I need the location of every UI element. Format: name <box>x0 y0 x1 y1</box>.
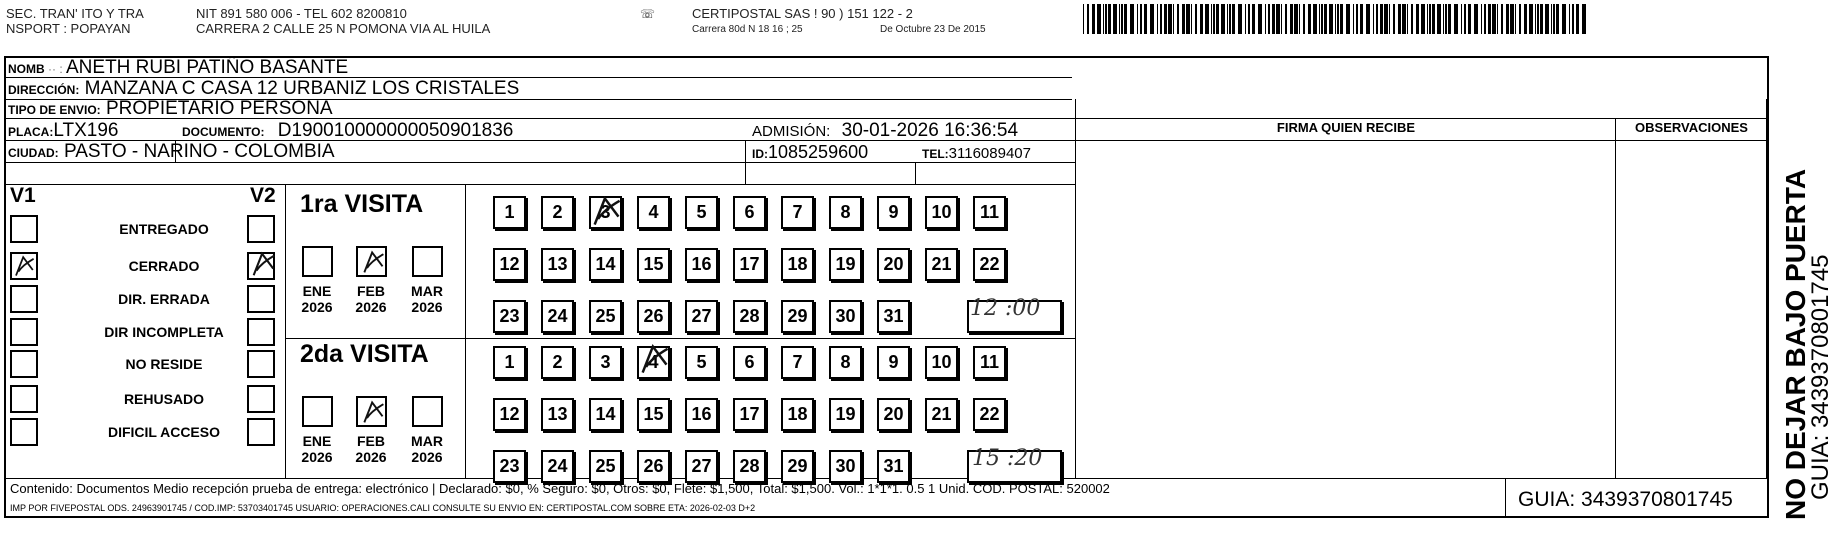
second-day-box[interactable]: 14 <box>589 398 622 431</box>
month-year: 2026 <box>355 299 387 315</box>
first-month-label <box>292 283 342 315</box>
month-year: 2026 <box>411 449 443 465</box>
first-day-box[interactable]: 1 <box>493 196 526 229</box>
month-year: 2026 <box>301 449 333 465</box>
v2-checkbox[interactable] <box>247 285 275 313</box>
handwritten-mark <box>360 398 386 426</box>
status-option-label: DIR. ERRADA <box>118 291 210 307</box>
month-name: FEB <box>357 283 385 299</box>
document-value: D190010000000050901836 <box>277 120 514 141</box>
second-day-box[interactable]: 17 <box>733 398 766 431</box>
month-name: MAR <box>411 433 443 449</box>
first-visit-time: 12 :00 <box>970 296 1041 321</box>
first-day-box[interactable]: 11 <box>973 196 1006 229</box>
shipping-type-field <box>8 98 333 121</box>
first-day-box[interactable]: 8 <box>829 196 862 229</box>
second-day-box[interactable]: 10 <box>925 346 958 379</box>
plate-value: LTX196 <box>53 120 119 141</box>
first-day-box[interactable]: 6 <box>733 196 766 229</box>
second-visit-title: 2da VISITA <box>300 340 429 368</box>
admission-value: 30-01-2026 16:36:54 <box>841 120 1019 141</box>
month-name: MAR <box>411 283 443 299</box>
status-option-label: CERRADO <box>128 258 200 274</box>
first-visit-title: 1ra VISITA <box>300 190 424 218</box>
second-day-box[interactable]: 26 <box>637 450 670 483</box>
handwritten-mark <box>249 250 277 278</box>
tel-label: TEL: <box>922 147 949 161</box>
first-day-box[interactable]: 16 <box>685 248 718 281</box>
admission-label: ADMISIÓN: <box>752 123 831 140</box>
first-day-box[interactable]: 18 <box>781 248 814 281</box>
first-day-box[interactable]: 30 <box>829 300 862 333</box>
company-line-1: SEC. TRAN' ITO Y TRA <box>6 6 144 21</box>
address-value: MANZANA C CASA 12 URBANIZ LOS CRISTALES <box>84 78 520 99</box>
second-visit-time: 15 :20 <box>972 446 1043 471</box>
second-day-box[interactable]: 9 <box>877 346 910 379</box>
company-nit: NIT 891 580 006 - TEL 602 8200810 <box>196 6 407 21</box>
id-label: ID: <box>752 147 768 161</box>
second-day-box[interactable]: 2 <box>541 346 574 379</box>
v1-checkbox[interactable] <box>10 215 38 243</box>
first-day-box[interactable]: 5 <box>685 196 718 229</box>
courier-name: CERTIPOSTAL SAS ! 90 ) 151 122 - 2 <box>692 6 913 21</box>
second-month-label <box>346 433 396 465</box>
city-value: PASTO - NARINO - COLOMBIA <box>63 141 335 162</box>
company-address: CARRERA 2 CALLE 25 N POMONA VIA AL HUILA <box>196 21 491 36</box>
id-field <box>752 141 868 165</box>
shipping-type-value: PROPIETARIO PERSONA <box>105 98 333 119</box>
handwritten-mark <box>637 342 671 376</box>
second-day-box[interactable]: 3 <box>589 346 622 379</box>
second-day-box[interactable]: 23 <box>493 450 526 483</box>
second-day-box[interactable]: 6 <box>733 346 766 379</box>
first-day-box[interactable]: 7 <box>781 196 814 229</box>
second-day-box[interactable]: 15 <box>637 398 670 431</box>
first-month-checkbox[interactable] <box>412 246 443 277</box>
document-field <box>182 120 513 143</box>
first-day-box[interactable]: 10 <box>925 196 958 229</box>
month-year: 2026 <box>411 299 443 315</box>
first-month-label <box>346 283 396 315</box>
v2-checkbox[interactable] <box>247 418 275 446</box>
second-month-label <box>292 433 342 465</box>
plate-label: PLACA: <box>8 125 54 139</box>
v2-checkbox[interactable] <box>247 318 275 346</box>
first-day-box[interactable]: 26 <box>637 300 670 333</box>
v1-checkbox[interactable] <box>10 318 38 346</box>
second-day-box[interactable]: 19 <box>829 398 862 431</box>
v1-checkbox[interactable] <box>10 385 38 413</box>
barcode <box>1083 4 1588 34</box>
admission-field <box>752 120 1018 143</box>
v2-checkbox[interactable] <box>247 215 275 243</box>
second-day-box[interactable]: 22 <box>973 398 1006 431</box>
second-month-checkbox[interactable] <box>412 396 443 427</box>
first-day-box[interactable]: 29 <box>781 300 814 333</box>
second-day-box[interactable]: 29 <box>781 450 814 483</box>
v2-label: V2 <box>250 184 276 207</box>
month-name: FEB <box>357 433 385 449</box>
status-option-label: DIR INCOMPLETA <box>104 324 224 340</box>
first-day-box[interactable]: 28 <box>733 300 766 333</box>
second-day-box[interactable]: 5 <box>685 346 718 379</box>
v2-checkbox[interactable] <box>247 350 275 378</box>
second-day-box[interactable]: 27 <box>685 450 718 483</box>
status-option-label: DIFICIL ACCESO <box>107 424 220 440</box>
first-day-box[interactable]: 21 <box>925 248 958 281</box>
phone-icon: ☏ <box>640 7 656 21</box>
v1-checkbox[interactable] <box>10 285 38 313</box>
first-day-box[interactable]: 3 <box>589 196 622 229</box>
city-label: CIUDAD: <box>8 146 59 160</box>
second-day-box[interactable]: 24 <box>541 450 574 483</box>
tel-field <box>922 143 1031 165</box>
document-label: DOCUMENTO: <box>182 125 265 139</box>
shipping-type-label: TIPO DE ENVIO: <box>8 103 101 117</box>
first-day-box[interactable]: 20 <box>877 248 910 281</box>
second-day-box[interactable]: 13 <box>541 398 574 431</box>
no-dejar-warning: NO DEJAR BAJO PUERTA <box>1780 168 1811 520</box>
first-day-box[interactable]: 9 <box>877 196 910 229</box>
name-field: NOMB ·· : ANETH RUBI PATIÑO BASANTE <box>8 57 349 78</box>
month-year: 2026 <box>301 299 333 315</box>
tel-value: 3116089407 <box>948 145 1031 162</box>
second-month-label <box>402 433 452 465</box>
signature-header: FIRMA QUIEN RECIBE <box>1276 120 1416 135</box>
handwritten-mark <box>589 194 623 228</box>
month-name: ENE <box>302 433 332 449</box>
status-option-label: REHUSADO <box>123 391 205 407</box>
first-day-box[interactable]: 14 <box>589 248 622 281</box>
first-day-box[interactable]: 31 <box>877 300 910 333</box>
courier-date: De Octubre 23 De 2015 <box>880 24 986 35</box>
footer-content: Contenido: Documentos Medio recepción prueba de entrega: electrónico | Declarado: $0, % Seguro: $0, Otros: $0, Flete: $1,500, Total: $1,500. Vol.: 1*1*1. 0.5 1 Unid. COD. POSTAL: 520002 <box>10 481 1110 496</box>
second-day-box[interactable]: 25 <box>589 450 622 483</box>
status-option-label: ENTREGADO <box>119 221 209 237</box>
first-day-box[interactable]: 13 <box>541 248 574 281</box>
second-day-box[interactable]: 7 <box>781 346 814 379</box>
first-day-box[interactable]: 25 <box>589 300 622 333</box>
first-day-box[interactable]: 15 <box>637 248 670 281</box>
month-name: ENE <box>302 283 332 299</box>
first-month-checkbox[interactable] <box>302 246 333 277</box>
city-field <box>8 141 335 164</box>
side-guia: GUIA: 3439370801745 <box>1807 254 1834 500</box>
first-day-box[interactable]: 23 <box>493 300 526 333</box>
first-month-label <box>402 283 452 315</box>
first-day-box[interactable]: 19 <box>829 248 862 281</box>
month-year: 2026 <box>355 449 387 465</box>
second-day-box[interactable]: 31 <box>877 450 910 483</box>
courier-address: Carrera 80d N 18 16 ; 25 <box>692 24 803 35</box>
first-day-box[interactable]: 2 <box>541 196 574 229</box>
first-day-box[interactable]: 24 <box>541 300 574 333</box>
second-day-box[interactable]: 4 <box>637 346 670 379</box>
observations-header: OBSERVACIONES <box>1635 120 1748 135</box>
first-day-box[interactable]: 4 <box>637 196 670 229</box>
second-month-checkbox[interactable] <box>302 396 333 427</box>
second-day-box[interactable]: 18 <box>781 398 814 431</box>
first-day-box[interactable]: 27 <box>685 300 718 333</box>
id-value: 1085259600 <box>768 142 869 162</box>
first-day-box[interactable]: 12 <box>493 248 526 281</box>
status-option-label: NO RESIDE <box>125 356 203 372</box>
v2-checkbox[interactable] <box>247 385 275 413</box>
plate-field <box>8 120 118 143</box>
first-day-box[interactable]: 22 <box>973 248 1006 281</box>
footer-guia: GUIA: 3439370801745 <box>1518 488 1733 511</box>
second-day-box[interactable]: 11 <box>973 346 1006 379</box>
second-day-box[interactable]: 12 <box>493 398 526 431</box>
first-day-box[interactable]: 17 <box>733 248 766 281</box>
second-day-box[interactable]: 21 <box>925 398 958 431</box>
v1-label: V1 <box>10 184 36 207</box>
address-label: DIRECCIÓN: <box>8 83 80 97</box>
handwritten-mark <box>12 254 36 278</box>
company-line-2: NSPORT : POPAYAN <box>6 21 131 36</box>
second-day-box[interactable]: 30 <box>829 450 862 483</box>
v1-checkbox[interactable] <box>10 418 38 446</box>
name-label: NOMB <box>8 62 45 76</box>
v1-checkbox[interactable] <box>10 350 38 378</box>
second-day-box[interactable]: 8 <box>829 346 862 379</box>
second-day-box[interactable]: 16 <box>685 398 718 431</box>
second-day-box[interactable]: 28 <box>733 450 766 483</box>
footer-imp: IMP POR FIVEPOSTAL ODS. 24963901745 / COD.IMP: 53703401745 USUARIO: OPERACIONES.CALI CONSULTE SU ENVIO EN: CERTIPOSTAL.COM SOBRE ETA: 2026-02-03 D+2 <box>10 503 756 513</box>
handwritten-mark <box>360 248 386 276</box>
second-day-box[interactable]: 1 <box>493 346 526 379</box>
second-day-box[interactable]: 20 <box>877 398 910 431</box>
name-value: ANETH RUBI PATIÑO BASANTE <box>66 57 349 78</box>
